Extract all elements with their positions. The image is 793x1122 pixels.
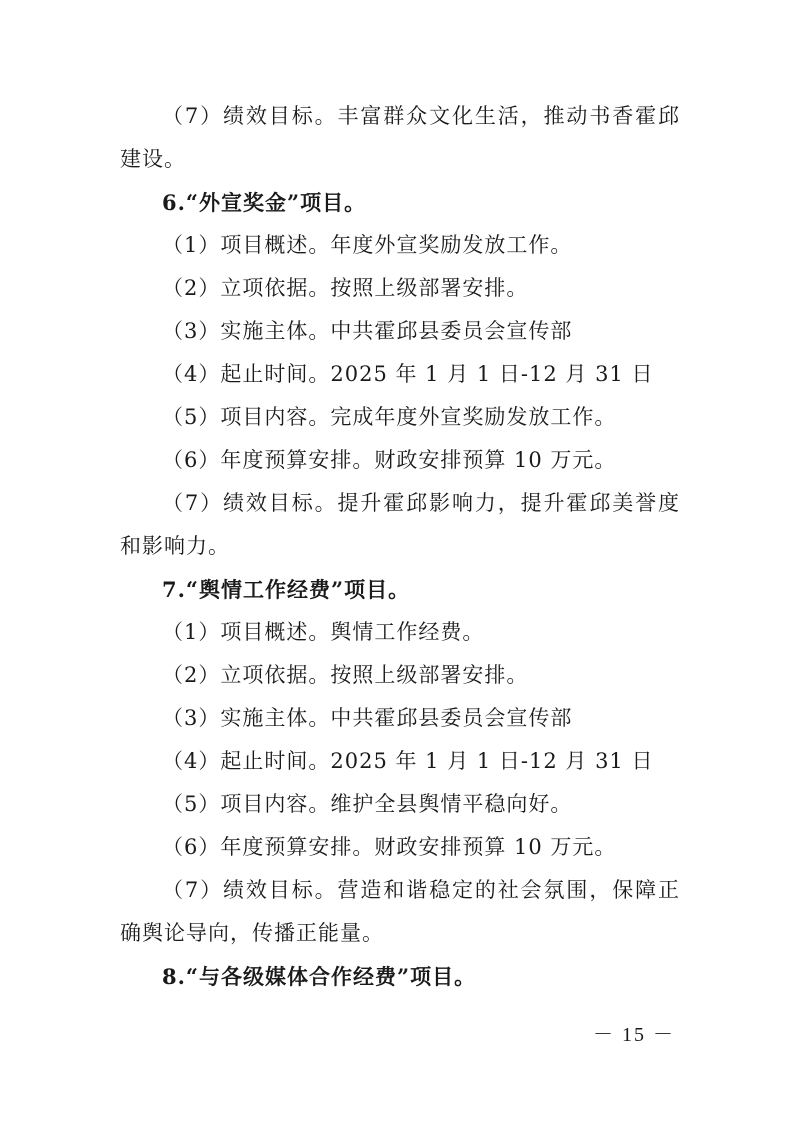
implementing-body-paragraph: （3）实施主体。中共霍邱县委员会宣传部 (162, 319, 573, 343)
budget-paragraph: （6）年度预算安排。财政安排预算 10 万元。 (162, 835, 617, 859)
project-content-paragraph: （5）项目内容。完成年度外宣奖励发放工作。 (162, 405, 617, 429)
section-heading-6: 6.“外宣奖金”项目。 (162, 190, 367, 215)
project-overview-paragraph: （1）项目概述。舆情工作经费。 (162, 620, 485, 644)
project-basis-paragraph: （2）立项依据。按照上级部署安排。 (162, 276, 529, 300)
performance-goal-paragraph: （7）绩效目标。提升霍邱影响力，提升霍邱美誉度和影响力。 (120, 491, 680, 558)
section-heading-7: 7.“舆情工作经费”项目。 (162, 577, 411, 602)
period-paragraph: （4）起止时间。2025 年 1 月 1 日-12 月 31 日 (162, 362, 654, 386)
project-overview-paragraph: （1）项目概述。年度外宣奖励发放工作。 (162, 233, 573, 257)
implementing-body-paragraph: （3）实施主体。中共霍邱县委员会宣传部 (162, 706, 573, 730)
project-basis-paragraph: （2）立项依据。按照上级部署安排。 (162, 663, 529, 687)
performance-goal-paragraph: （7）绩效目标。丰富群众文化生活，推动书香霍邱建设。 (120, 104, 680, 171)
period-paragraph: （4）起止时间。2025 年 1 月 1 日-12 月 31 日 (162, 749, 654, 773)
budget-paragraph: （6）年度预算安排。财政安排预算 10 万元。 (162, 448, 617, 472)
section-heading-8: 8.“与各级媒体合作经费”项目。 (162, 964, 477, 989)
project-content-paragraph: （5）项目内容。维护全县舆情平稳向好。 (162, 792, 573, 816)
page-number: － 15 － (593, 1024, 675, 1046)
performance-goal-paragraph: （7）绩效目标。营造和谐稳定的社会氛围，保障正确舆论导向，传播正能量。 (120, 878, 680, 945)
